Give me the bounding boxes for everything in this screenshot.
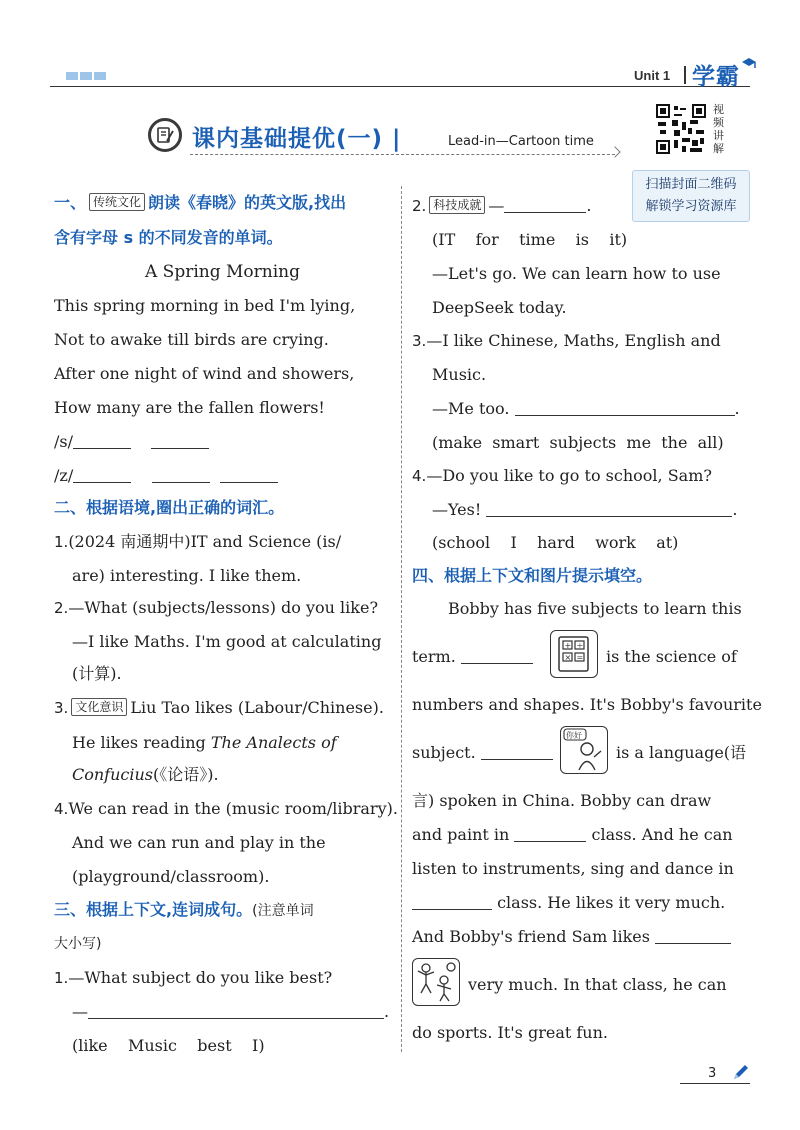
answer-blank[interactable] <box>481 746 553 760</box>
s4-text: term. <box>412 647 533 667</box>
speaking-child-icon <box>561 727 606 772</box>
s2-q3: 3. 文化意识 Liu Tao likes (Labour/Chinese). <box>54 698 384 717</box>
poem-title: A Spring Morning <box>145 262 300 282</box>
s4-text: Bobby has five subjects to learn this <box>448 599 742 618</box>
answer-blank[interactable] <box>486 503 732 517</box>
answer-blank[interactable] <box>88 1005 384 1019</box>
s2-q3-cont: Confucius(《论语》). <box>72 765 219 784</box>
section1-instruction: 含有字母 s 的不同发音的单词。 <box>54 228 283 247</box>
s2-q1-cont: are) interesting. I like them. <box>72 566 302 585</box>
s3-q4-words: (school I hard work at) <box>432 533 679 552</box>
answer-blank[interactable] <box>151 435 209 449</box>
s2-q4: 4.We can read in the (music room/library). <box>54 799 398 818</box>
poem-line: Not to awake till birds are crying. <box>54 330 329 349</box>
s4-text: class. He likes it very much. <box>412 893 725 913</box>
answer-blank[interactable] <box>655 930 731 944</box>
z-sound-row: /z/ <box>54 466 278 486</box>
s2-q4-cont: And we can run and play in the <box>72 833 326 852</box>
answer-blank[interactable] <box>461 650 533 664</box>
answer-blank[interactable] <box>220 469 278 483</box>
s4-text: is a language(语 <box>616 743 747 762</box>
svg-text:+: + <box>564 641 572 650</box>
answer-blank[interactable] <box>73 435 131 449</box>
s4-text: and paint in class. And he can <box>412 825 733 844</box>
column-divider <box>401 186 402 1052</box>
s2-q2-cont: (计算). <box>72 664 122 683</box>
answer-blank[interactable] <box>152 469 210 483</box>
tag-tech-achievement: 科技成就 <box>429 196 485 214</box>
s4-text: numbers and shapes. It's Bobby's favourite <box>412 695 762 714</box>
s3-q1-answer: — . <box>72 1002 390 1021</box>
calculator-icon <box>551 631 596 676</box>
brand-logo: 学霸 <box>692 64 740 90</box>
s3-q3-words: (make smart subjects me the all) <box>432 433 724 452</box>
tag-cultural-awareness: 文化意识 <box>71 698 127 716</box>
header-rule <box>50 86 750 87</box>
s-sound-row: /s/ <box>54 432 209 452</box>
s3-q4-answer: —Yes! . <box>432 500 738 519</box>
chinese-picture <box>560 726 608 774</box>
page-title: 课内基础提优(一) | <box>192 126 402 152</box>
poem-line: How many are the fallen flowers! <box>54 398 325 417</box>
svg-text:÷: ÷ <box>576 641 584 650</box>
answer-blank[interactable] <box>73 469 131 483</box>
section2-heading: 二、根据语境,圈出正确的词汇。 <box>54 498 285 517</box>
page-number: 3 <box>708 1066 717 1081</box>
s3-q2: 2. 科技成就 — . <box>412 196 592 215</box>
tag-traditional-culture: 传统文化 <box>89 193 145 211</box>
title-underline <box>190 154 615 155</box>
s3-q2-line: —Let's go. We can learn how to use <box>432 264 721 283</box>
unit-separator <box>684 66 686 84</box>
answer-blank[interactable] <box>504 199 586 213</box>
section3-instruction-cont: 大小写) <box>54 936 102 952</box>
graduation-cap-icon <box>741 57 757 69</box>
svg-text:×: × <box>564 653 572 662</box>
video-explain-label: 视 频 讲 解 <box>713 103 724 155</box>
unit-label: Unit 1 <box>634 68 671 83</box>
s3-q3-line: Music. <box>432 365 487 384</box>
s3-q1-words: (like Music best I) <box>72 1036 265 1055</box>
notebook-icon <box>148 118 182 152</box>
qr-code[interactable] <box>656 104 706 154</box>
s3-q1: 1.—What subject do you like best? <box>54 968 333 987</box>
poem-line: After one night of wind and showers, <box>54 364 355 383</box>
s2-q2: 2.—What (subjects/lessons) do you like? <box>54 598 379 617</box>
pencil-icon <box>731 1062 751 1082</box>
answer-blank[interactable] <box>515 402 735 416</box>
s3-q2-line: DeepSeek today. <box>432 298 567 317</box>
answer-blank[interactable] <box>514 828 586 842</box>
svg-text:你好: 你好 <box>566 731 582 740</box>
header-decor <box>80 72 92 80</box>
s4-text: listen to instruments, sing and dance in <box>412 859 734 878</box>
section3-heading: 三、根据上下文,连词成句。(注意单词 <box>54 900 314 919</box>
s2-q3-cont: He likes reading The Analects of <box>72 733 337 752</box>
section4-heading: 四、根据上下文和图片提示填空。 <box>412 566 653 585</box>
scan-hint: 扫描封面二维码 解锁学习资源库 <box>632 170 750 222</box>
s4-text: do sports. It's great fun. <box>412 1023 608 1042</box>
poem-line: This spring morning in bed I'm lying, <box>54 296 356 315</box>
s2-q4-cont: (playground/classroom). <box>72 867 270 886</box>
sports-kids-icon <box>413 959 458 1004</box>
s3-q4: 4.—Do you like to go to school, Sam? <box>412 466 712 485</box>
maths-picture <box>550 630 598 678</box>
section1-heading: 一、 传统文化 朗读《春晓》的英文版,找出 <box>54 193 347 212</box>
s3-q3-answer: —Me too. . <box>432 399 740 418</box>
s3-q2-words: (IT for time is it) <box>432 230 628 249</box>
s2-q2-cont: —I like Maths. I'm good at calculating <box>72 632 382 651</box>
svg-text:=: = <box>576 653 584 662</box>
header-decor <box>94 72 106 80</box>
s4-text: And Bobby's friend Sam likes <box>412 927 731 947</box>
answer-blank[interactable] <box>412 896 492 910</box>
s4-text: subject. <box>412 743 553 763</box>
arrow-icon <box>609 146 620 157</box>
s2-q1: 1.(2024 南通期中)IT and Science (is/ <box>54 532 342 551</box>
pe-picture <box>412 958 460 1006</box>
s3-q3: 3.—I like Chinese, Maths, English and <box>412 331 721 350</box>
s4-text: is the science of <box>606 647 737 666</box>
page-subtitle: Lead-in—Cartoon time <box>448 134 594 149</box>
s4-text: very much. In that class, he can <box>468 975 727 994</box>
footer-rule <box>680 1083 750 1084</box>
header-decor <box>66 72 78 80</box>
s4-text: 言) spoken in China. Bobby can draw <box>412 791 712 810</box>
